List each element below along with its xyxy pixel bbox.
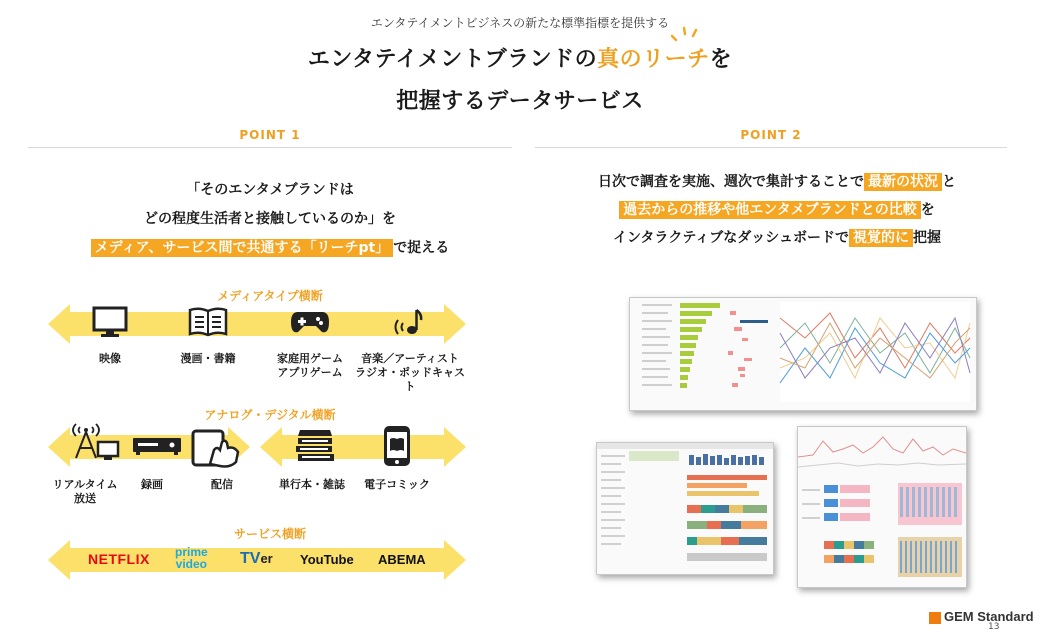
publication-double-arrow bbox=[260, 427, 466, 467]
caption-line: 音楽／アーティスト bbox=[361, 352, 459, 365]
book-stack-icon bbox=[294, 428, 336, 464]
service-label: サービス横断 bbox=[233, 527, 306, 541]
point1-description bbox=[28, 176, 512, 263]
title-highlight: 真のリーチ bbox=[597, 47, 710, 72]
table-dashboard-thumbnail bbox=[597, 443, 773, 574]
point1-line3 bbox=[28, 234, 512, 263]
p2-text: 日次で調査を実施、週次で集計することで bbox=[598, 174, 864, 190]
prime-line: prime bbox=[175, 545, 208, 559]
netflix-logo: NETFLIX bbox=[88, 551, 150, 567]
title-part: エンタテイメントブランドの bbox=[307, 47, 598, 72]
gem-standard-logo-text: GEM Standard bbox=[944, 609, 1034, 624]
point1-divider bbox=[28, 147, 512, 148]
abema-logo: ABEMA bbox=[378, 552, 426, 567]
point2-line3 bbox=[535, 224, 1019, 252]
reach-pt-highlight: メディア、サービス間で共通する「リーチpt」 bbox=[91, 239, 393, 257]
p2-text: 把握 bbox=[913, 230, 942, 246]
media-caption-video: 映像 bbox=[99, 352, 121, 365]
caption-line: ラジオ・ポッドキャスト bbox=[355, 366, 465, 393]
sparkle-decoration-icon bbox=[668, 24, 708, 48]
gamepad-icon bbox=[290, 308, 330, 336]
tver-er: er bbox=[260, 551, 273, 566]
youtube-logo: YouTube bbox=[300, 552, 354, 567]
tver-logo bbox=[240, 550, 273, 568]
music-note-icon bbox=[392, 306, 428, 338]
prime-video-logo bbox=[175, 546, 208, 570]
digital-caption-ecomic: 電子コミック bbox=[364, 478, 430, 491]
latest-status-highlight: 最新の状況 bbox=[864, 173, 942, 191]
trend-dashboard-thumbnail bbox=[798, 427, 966, 587]
media-caption-game bbox=[255, 352, 365, 380]
digital-caption-recording: 録画 bbox=[141, 478, 163, 491]
caption-line: 放送 bbox=[74, 492, 96, 505]
header-title-line1 bbox=[0, 42, 1040, 73]
p2-text: と bbox=[942, 174, 956, 190]
open-book-icon bbox=[188, 306, 228, 338]
broadcast-antenna-icon bbox=[68, 420, 122, 464]
point2-label: POINT 2 bbox=[740, 128, 802, 142]
dashboard-screenshot-trend bbox=[797, 426, 967, 588]
digital-caption-books-magazines: 単行本・雑誌 bbox=[279, 478, 345, 491]
caption-line: 家庭用ゲーム bbox=[277, 352, 343, 365]
point1-line2: どの程度生活者と接触しているのか」を bbox=[144, 211, 396, 227]
point2-line1 bbox=[535, 168, 1019, 196]
caption-line: リアルタイム bbox=[52, 478, 118, 491]
point2-description bbox=[535, 168, 1019, 252]
header-subtitle: エンタテイメントビジネスの新たな標準指標を提供する bbox=[370, 16, 670, 30]
point1-line3-post: で捉える bbox=[393, 240, 450, 256]
dashboard-screenshot-table bbox=[596, 442, 774, 575]
media-type-label: メディアタイプ横断 bbox=[217, 289, 323, 303]
analog-digital-label: アナログ・デジタル横断 bbox=[204, 408, 336, 422]
visual-highlight: 視覚的に bbox=[849, 229, 913, 247]
point1-label: POINT 1 bbox=[239, 128, 301, 142]
ranking-chart-thumbnail bbox=[630, 298, 976, 410]
media-caption-manga: 漫画・書籍 bbox=[180, 352, 236, 365]
prime-line: video bbox=[175, 557, 208, 571]
tver-tv: TV bbox=[240, 550, 261, 567]
page-number: 13 bbox=[988, 622, 1000, 632]
gem-standard-logo-icon bbox=[929, 612, 941, 624]
p2-text: インタラクティブなダッシュボードで bbox=[612, 230, 850, 246]
tablet-touch-icon bbox=[190, 428, 244, 468]
point1-line1: 「そのエンタメブランドは bbox=[186, 182, 354, 198]
caption-line: アプリゲーム bbox=[277, 366, 343, 379]
p2-text: を bbox=[920, 202, 935, 218]
point2-divider bbox=[535, 147, 1007, 148]
title-part: を bbox=[709, 47, 733, 72]
point2-line2 bbox=[535, 196, 1019, 224]
digital-caption-streaming: 配信 bbox=[211, 478, 233, 491]
smartphone-ebook-icon bbox=[382, 424, 412, 468]
comparison-highlight: 過去からの推移や他エンタメブランドとの比較 bbox=[619, 201, 920, 219]
media-caption-music bbox=[355, 352, 465, 394]
tv-icon bbox=[92, 306, 128, 338]
video-recorder-icon bbox=[132, 435, 182, 457]
header-title-line2: 把握するデータサービス bbox=[396, 89, 644, 114]
dashboard-screenshot-ranking bbox=[629, 297, 977, 411]
